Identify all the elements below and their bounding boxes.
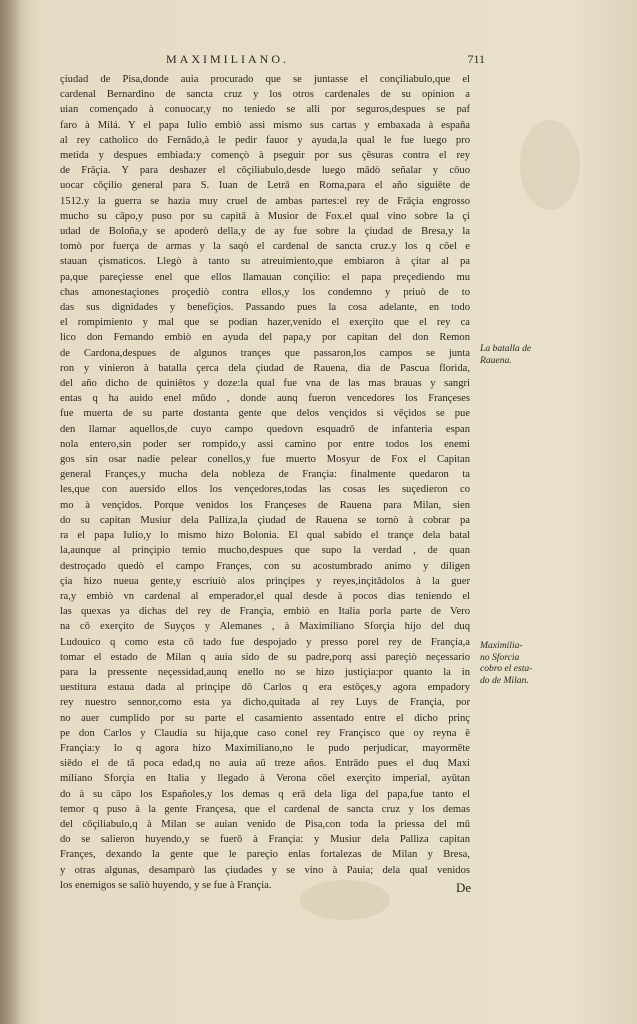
text-line: las quexas ya dichas del rey de Françia, embiò en Italia porla parte de Vero bbox=[60, 606, 470, 618]
text-line: udad de Boloña,y se apoderò della,y de ay fue sobre la çiudad de Bresa,y la bbox=[60, 226, 470, 238]
catchword: De bbox=[456, 880, 472, 895]
text-line: tomar el estado de Milan q auia sido de su padre,porq assi pareçiò neçessario bbox=[60, 651, 470, 663]
foxing-spot bbox=[520, 120, 580, 210]
page-number: 711 bbox=[467, 52, 485, 66]
text-line: mucho su cāpo,y puso por su capitā à Musior de Fox.el qual vino sobre la çi bbox=[60, 210, 470, 222]
text-line: y otras algunas, desamparò las çiudades y se vino à Pauia; dela qual venidos bbox=[60, 864, 470, 876]
text-line: de Frāçia. Y para deshazer el cōçiliabulo,desde luego mādò señalar y cōuo bbox=[60, 165, 470, 177]
text-line: do su capitan Musiur dela Palliza,la çiudad de Rauena se tornò à cobrar pa bbox=[60, 514, 470, 526]
text-line: çiudad de Pisa,donde auia procurado que se juntasse el conçiliabulo,que el bbox=[60, 74, 470, 85]
text-line: uian començado à conuocar,y no teniedo se alli por seguros,despues se paf bbox=[60, 104, 470, 116]
text-line: pa,que pareçiesse enel que ellos llamauan conçilio: el papa preçediendo mu bbox=[60, 271, 470, 283]
text-line: ra el papa Iulio,y lo mismo hizo Bolonia. El qual sabido el trançe dela batal bbox=[60, 530, 470, 542]
text-line: los enemigos se saliò huyendo, y se fue à Françia. bbox=[60, 879, 272, 891]
text-line: stauan çismaticos. Llegò à tanto su atreuimiento,que embiaron à çitar al pa bbox=[60, 256, 470, 268]
text-line: çia hizo nueua gente,y escriuiò alos prinçipes y reyes,inçitādolos à la guer bbox=[60, 575, 470, 587]
text-line: destroçado quedò el campo Françes, con su acostumbrado animo y diligen bbox=[60, 560, 470, 572]
text-line: del cōçiliabulo,q à Milan se auian venido de Pisa,con toda la priessa del mū bbox=[60, 818, 470, 830]
text-line: chas amonestaçiones proçediò contra ellos,y los condemno y priuò de to bbox=[60, 286, 470, 298]
text-line: das sus dignidades y benefiçios. Passando pues la cosa adelante, en todo bbox=[60, 302, 470, 314]
text-line: metida y despues embiada:y començò à pseguir por sus çēsuras contra el rey bbox=[60, 150, 470, 162]
text-line: para la pressente neçessidad,aunq enello no se hizo justiçia:por quanto la in bbox=[60, 666, 470, 678]
text-line: general Françes,y mucha dela nobleza de Françia: finalmente quedaron ta bbox=[60, 469, 470, 481]
text-line: Françes, dexando la gente que le pareçio enlas fortalezas de Milan y Bresa, bbox=[60, 849, 470, 861]
margin-note-line: cobro el esta- bbox=[480, 663, 533, 674]
text-line: Ludouico q como esta cō tado fue despojado y presso porel rey de Françia,a bbox=[60, 636, 470, 648]
text-line: mo à vençidos. Porque venidos los Françeses de Rauena para Milan, sien bbox=[60, 499, 470, 511]
margin-note-line: La batalla de bbox=[480, 343, 532, 354]
text-line: den llamar aquellos,de cuyo campo quedovn esquadrō de infanteria espan bbox=[60, 423, 470, 435]
text-line: temor q puso à la gente Françesa, que el cardenal de sancta cruz y los demas bbox=[60, 803, 470, 815]
text-line: rey nuestro sennor,como esta ya dicho,quitada al rey Luys de Françia, por bbox=[60, 697, 470, 709]
text-line: del año dicho de quiniētos y doze:la qual fue vna de las mas brauas y sangri bbox=[60, 378, 470, 390]
text-line: nola entero,sin poder ser rompido,y assi camino por entre todos los enemi bbox=[60, 438, 470, 450]
text-line: cardenal Bernardino de sancta cruz y los otros cardenales de su opinion a bbox=[60, 89, 470, 101]
margin-note-line: do de Milan. bbox=[480, 674, 529, 686]
text-line: do à su cāpo los Españoles,y los demas q erā dela liga del papa,fue tanto el bbox=[60, 788, 470, 800]
text-line: entas q ha auido enel mūdo , donde aunq fueron vencedores los Françeses bbox=[60, 393, 470, 405]
margin-note-line: no Sforcia bbox=[480, 651, 520, 663]
text-line: fue muerta de su parte dostanta gente que delos vençidos si vēçidos se pue bbox=[60, 408, 470, 420]
margin-note-battle-of-ravenna bbox=[480, 343, 560, 366]
text-line: 1512.y la guerra se hazia muy cruel de ambas partes:el rey de Frāçia engrosso bbox=[60, 195, 470, 207]
text-line: uocar cōçilio general para S. Iuan de Letrā en Roma,para el año siguiēte de bbox=[60, 180, 470, 192]
text-line: na cō exerçito de Suyços y Alemanes , à Maximiliano Sforçia hijo del duq bbox=[60, 621, 470, 633]
text-line: miliano Sforçia en Italia y llegado à Verona cōel exerçito imperial, ayūtan bbox=[60, 773, 470, 785]
margin-note-line: Rauena. bbox=[480, 354, 512, 366]
text-line: lico don Fernando embiò en ayuda del papa,y por capitan del don Remon bbox=[60, 332, 470, 344]
running-title: MAXIMILIANO. bbox=[166, 52, 289, 66]
text-line: ra,y embiò vn cardenal al emperador,el qual desde à pocos dias teniendo el bbox=[60, 590, 470, 602]
text-line: el rompimiento y mal que se podian hazer,venido el exerçito que el rey ca bbox=[60, 317, 470, 329]
text-line: pe don Carlos y Claudia su hija,que caso conel rey Françisco que oy reyna ē bbox=[60, 727, 470, 739]
body-text bbox=[60, 72, 470, 893]
text-line: siēdo el de tā poca edad,q no auia aū treze años. Entrādo pues el duq Maxi bbox=[60, 758, 470, 770]
margin-note-maximiliano-sforcia bbox=[480, 640, 560, 686]
text-line: de Cardona,despues de algunos trançes que passaron,los campos se junta bbox=[60, 347, 470, 359]
text-line: les,que con auersido ellos los vençedores,todas las cosas les suçedieron co bbox=[60, 484, 470, 496]
margin-note-line: Maximilia- bbox=[480, 640, 523, 651]
text-line: Françia:y lo q agora hizo Maximiliano,no le pudo perjudicar, mayormēte bbox=[60, 742, 470, 754]
text-line: la,aunque al prinçipio temio mucho,despues que supo la verdad , de quan bbox=[60, 545, 470, 557]
gutter-shadow bbox=[0, 0, 22, 1024]
text-line: gos sin osar nadie pelear conellos,y fue muerto Mosyur de Fox el Capitan bbox=[60, 454, 470, 466]
text-line: ron y vinieron à batalla çerca dela çiudad de Rauena, dia de Pascua florida, bbox=[60, 362, 470, 374]
text-line: no auer cumplido por su parte el casamiento assentado entre el dicho prinç bbox=[60, 712, 470, 724]
text-line: faro à Milá. Y el papa Iulio embiò assi mismo sus cartas y embaxada à españa bbox=[60, 119, 470, 131]
text-line: do se salieron huyendo,y se fuerō à Françia: y Musiur dela Palliza capitan bbox=[60, 834, 470, 846]
text-line: uestitura estaua dada al prinçipe dō Carlos q era estōçes,y agora empadory bbox=[60, 682, 470, 694]
text-line: tomò por fuerça de armas y la saqò el cardenal de sancta cruz.y los q cōel e bbox=[60, 241, 470, 253]
text-line: al rey catholico do Fernādo,à le pedir fauor y ayuda,la qual le fue luego pro bbox=[60, 134, 470, 146]
